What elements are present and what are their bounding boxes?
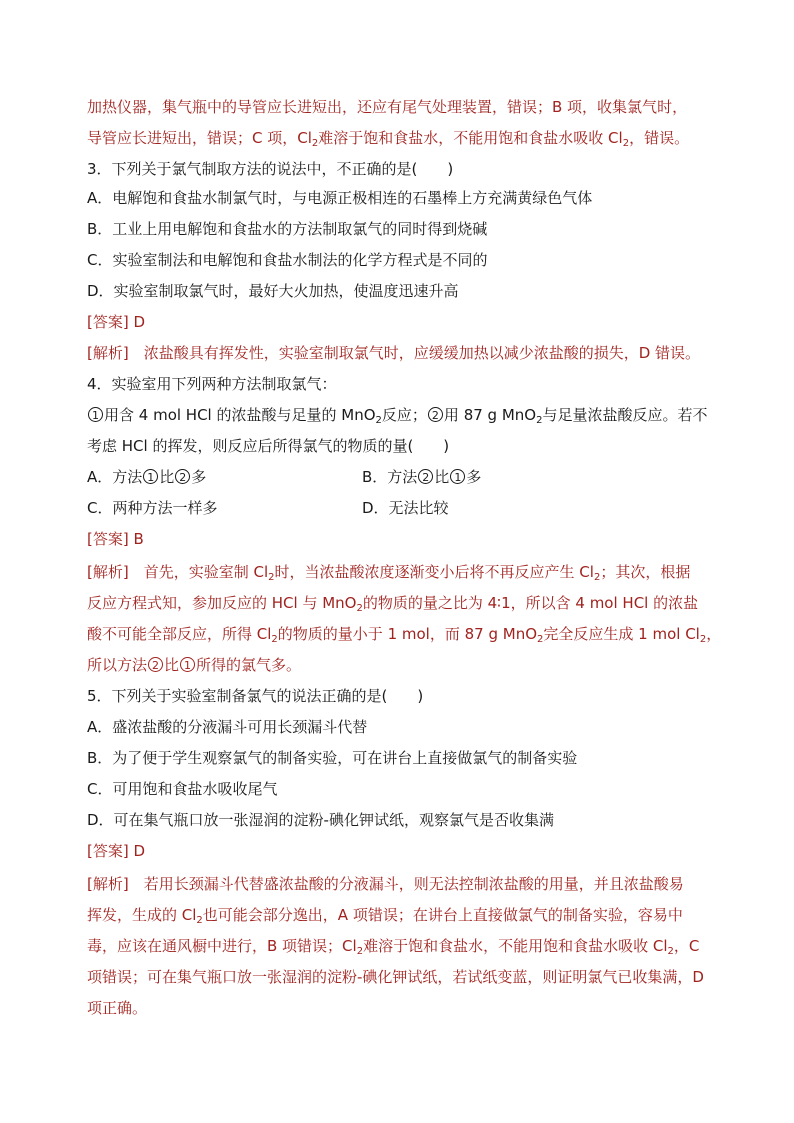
q4-option-b: B．方法 2 比 1 多 [362, 468, 482, 486]
q4-option-a: A．方法 1 比 2 多 [87, 468, 207, 486]
q3-analysis: [解析] 浓盐酸具有挥发性，实验室制取氯气时，应缓缓加热以减少浓盐酸的损失，D 错误。 [87, 344, 701, 362]
q5-option-a: A．盛浓盐酸的分液漏斗可用长颈漏斗代替 [87, 718, 368, 736]
q5-stem: 5．下列关于实验室制备氯气的说法正确的是( ) [87, 687, 424, 705]
q4-analysis-line-4: 所以方法 2 比 1 所得的氯气多。 [87, 656, 302, 674]
analysis-continuation-line-2: 导管应长进短出，错误；C 项，$Cl_2$难溶于饱和食盐水，不能用饱和食盐水吸收 $Cl_2$，错误。 [87, 129, 690, 149]
circled-one-icon: 1 [143, 469, 158, 484]
q4-option-d: D．无法比较 [362, 499, 449, 517]
q3-option-a: A．电解饱和食盐水制氯气时，与电源正极相连的石墨棒上方充满黄绿色气体 [87, 189, 593, 207]
circled-two-icon: 2 [175, 469, 190, 484]
q5-answer: [答案] D [87, 842, 146, 860]
q5-option-d: D．可在集气瓶口放一张湿润的淀粉-碘化钾试纸，观察氯气是否收集满 [87, 811, 554, 829]
circled-one-icon: 1 [450, 469, 465, 484]
q5-analysis-line-3: 毒，应该在通风橱中进行，B 项错误；$Cl_2$难溶于饱和食盐水，不能用饱和食盐水吸收 $Cl_2$，C [87, 937, 700, 957]
circled-one-icon: 1 [180, 657, 195, 672]
q4-stem: 4．实验室用下列两种方法制取氯气： [87, 375, 337, 393]
q4-stem-line-3: 考虑 HCl 的挥发，则反应后所得氯气的物质的量( ) [87, 437, 450, 455]
q4-analysis-line-3: 酸不可能全部反应，所得 $Cl_2$的物质的量小于 1 mol，而 87 g MnO$_2$完全反应生成 1 mol $Cl_2$， [87, 625, 722, 645]
q5-analysis-line-2: 挥发，生成的 $Cl_2$也可能会部分逸出，A 项错误；在讲台上直接做氯气的制备实验，容易中 [87, 906, 683, 926]
q3-option-b: B．工业上用电解饱和食盐水的方法制取氯气的同时得到烧碱 [87, 220, 488, 238]
q5-analysis-line-4: 项错误；可在集气瓶口放一张湿润的淀粉-碘化钾试纸，若试纸变蓝，则证明氯气已收集满，D [87, 968, 704, 986]
q3-answer: [答案] D [87, 313, 146, 331]
q5-option-c: C．可用饱和食盐水吸收尾气 [87, 780, 278, 798]
q3-option-c: C．实验室制法和电解饱和食盐水制法的化学方程式是不同的 [87, 251, 488, 269]
q4-analysis-line-1: [解析] 首先，实验室制 $Cl_2$时，当浓盐酸浓度逐渐变小后将不再反应产生 $Cl_2$；其次，根据 [87, 563, 691, 583]
circled-two-icon: 2 [418, 469, 433, 484]
q5-option-b: B．为了便于学生观察氯气的制备实验，可在讲台上直接做氯气的制备实验 [87, 749, 578, 767]
q4-analysis-line-2: 反应方程式知，参加反应的 HCl 与 MnO$_2$的物质的量之比为 4∶1，所以含 4 mol HCl 的浓盐 [87, 594, 699, 614]
q4-options-ab [87, 466, 727, 488]
q4-answer: [答案] B [87, 530, 144, 548]
q3-stem: 3．下列关于氯气制取方法的说法中，不正确的是( ) [87, 160, 454, 178]
q5-analysis-line-1: [解析] 若用长颈漏斗代替盛浓盐酸的分液漏斗，则无法控制浓盐酸的用量，并且浓盐酸易 [87, 875, 684, 893]
circled-two-icon: 2 [148, 657, 163, 672]
q4-stem-line-2: 1 用含 4 mol HCl 的浓盐酸与足量的 MnO$_2$反应； 2 用 87 g MnO$_2$与足量浓盐酸反应。若不 [87, 404, 707, 426]
circled-one-icon: 1 [88, 407, 103, 422]
q4-options-cd [87, 497, 727, 519]
q3-option-d: D．实验室制取氯气时，最好大火加热，使温度迅速升高 [87, 282, 459, 300]
circled-two-icon: 2 [428, 407, 443, 422]
q5-analysis-line-5: 项正确。 [87, 999, 148, 1017]
q4-option-c: C．两种方法一样多 [87, 499, 218, 517]
analysis-continuation-line-1: 加热仪器，集气瓶中的导管应长进短出，还应有尾气处理装置，错误；B 项，收集氯气时， [87, 98, 688, 116]
